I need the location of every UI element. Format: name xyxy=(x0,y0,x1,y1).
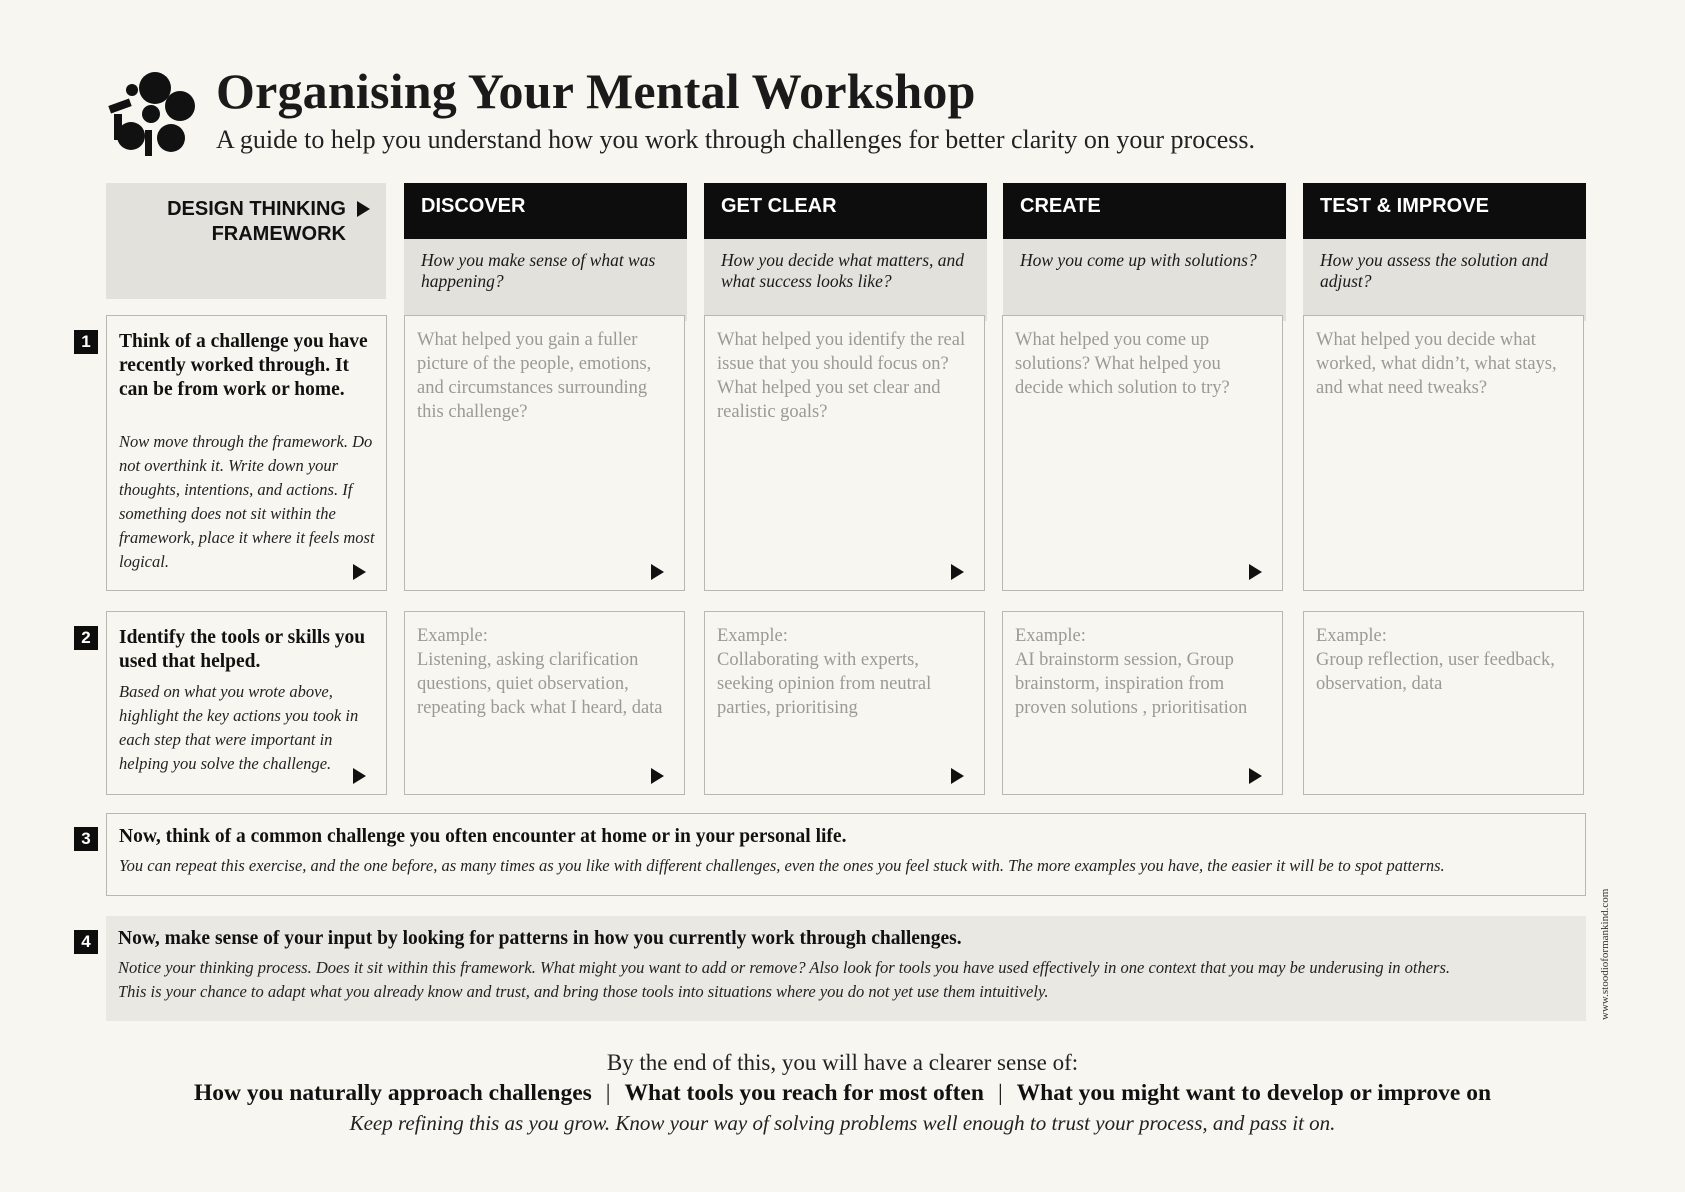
create-example-cell[interactable] xyxy=(1002,611,1283,795)
step-number-badge: 3 xyxy=(74,827,98,851)
step-number-badge: 4 xyxy=(74,930,98,954)
test-improve-answer-cell[interactable] xyxy=(1303,315,1584,591)
prompt-hint: What helped you decide what worked, what didn’t, what stays, and what need tweaks? xyxy=(1316,330,1557,398)
create-answer-cell[interactable] xyxy=(1002,315,1283,591)
stage-column-test-improve xyxy=(1303,183,1586,321)
discover-example-cell[interactable] xyxy=(404,611,685,795)
footer-point: What you might want to develop or improve on xyxy=(1016,1080,1492,1106)
play-arrow-icon xyxy=(353,564,366,580)
play-arrow-icon xyxy=(651,564,664,580)
play-arrow-icon xyxy=(951,768,964,784)
example-label: Example: xyxy=(417,626,488,646)
step-number-badge: 1 xyxy=(74,330,98,354)
example-text xyxy=(417,624,674,720)
stage-column-create xyxy=(1003,183,1286,321)
stage-question: How you decide what matters, and what success looks like? xyxy=(704,239,987,321)
stage-title: CREATE xyxy=(1003,183,1286,239)
example-content: Group reflection, user feedback, observation, data xyxy=(1316,650,1555,694)
stage-title: GET CLEAR xyxy=(704,183,987,239)
example-content: Listening, asking clarification questions, quiet observation, repeating back what I heard, data xyxy=(417,650,663,718)
play-arrow-icon xyxy=(353,768,366,784)
step-number-badge: 2 xyxy=(74,626,98,650)
step-note-line-1: Notice your thinking process. Does it sit within this framework. What might you want to add or remove? Also look for tools you have used effectively in one context that you may be underusing in others. xyxy=(118,958,1451,977)
prompt-hint: What helped you gain a fuller picture of the people, emotions, and circumstances surrounding this challenge? xyxy=(417,330,652,422)
website-credit-text: www.stoodioformankind.com xyxy=(1599,888,1611,1020)
example-label: Example: xyxy=(1316,626,1387,646)
step-3-box xyxy=(106,813,1586,896)
footer-closing: Keep refining this as you grow. Know your way of solving problems well enough to trust your process, and pass it on. xyxy=(349,1111,1336,1135)
footer-intro: By the end of this, you will have a clearer sense of: xyxy=(606,1050,1079,1075)
get-clear-example-cell[interactable] xyxy=(704,611,985,795)
example-text xyxy=(717,624,974,720)
step-note-line-2: This is your chance to adapt what you already know and trust, and bring those tools into situations where you do not yet use them intuitively. xyxy=(118,982,1049,1001)
step-1-instruction-cell xyxy=(106,315,387,591)
prompt-hint: What helped you identify the real issue that you should focus on? What helped you set clear and realistic goals? xyxy=(717,330,966,422)
step-note: You can repeat this exercise, and the one before, as many times as you like with different challenges, even the ones you feel stuck with. The more examples you have, the easier it will be to spot patterns. xyxy=(119,856,1445,875)
framework-label: DESIGN THINKING FRAMEWORK xyxy=(167,198,346,245)
stage-column-get-clear xyxy=(704,183,987,321)
step-note: Now move through the framework. Do not overthink it. Write down your thoughts, intentions, and actions. If something does not sit within the framework, place it where it feels most logical. xyxy=(119,432,375,571)
example-label: Example: xyxy=(717,626,788,646)
step-4-box xyxy=(106,916,1586,1021)
step-note: Based on what you wrote above, highlight the key actions you took in each step that were important in helping you solve the challenge. xyxy=(119,682,359,773)
website-credit xyxy=(1599,870,1619,1020)
step-title: Now, make sense of your input by looking for patterns in how you currently work through challenges. xyxy=(118,928,962,949)
step-title: Now, think of a common challenge you often encounter at home or in your personal life. xyxy=(119,826,847,847)
step-title: Think of a challenge you have recently worked through. It can be from work or home. xyxy=(119,331,368,400)
example-text xyxy=(1015,624,1272,720)
example-content: AI brainstorm session, Group brainstorm, inspiration from proven solutions , prioritisation xyxy=(1015,650,1248,718)
play-arrow-icon xyxy=(357,201,370,217)
stage-question: How you assess the solution and adjust? xyxy=(1303,239,1586,321)
prompt-hint: What helped you come up solutions? What helped you decide which solution to try? xyxy=(1015,330,1230,398)
stage-question: How you come up with solutions? xyxy=(1003,239,1286,321)
example-label: Example: xyxy=(1015,626,1086,646)
play-arrow-icon xyxy=(651,768,664,784)
play-arrow-icon xyxy=(1249,564,1262,580)
page-title: Organising Your Mental Workshop xyxy=(216,63,976,119)
abstract-blob-logo xyxy=(103,68,198,160)
stage-column-discover xyxy=(404,183,687,321)
test-improve-example-cell[interactable] xyxy=(1303,611,1584,795)
play-arrow-icon xyxy=(1249,768,1262,784)
play-arrow-icon xyxy=(951,564,964,580)
footer-point: How you naturally approach challenges xyxy=(193,1080,592,1106)
stage-title: DISCOVER xyxy=(404,183,687,239)
footer-separator: | xyxy=(605,1080,611,1106)
example-content: Collaborating with experts, seeking opinion from neutral parties, prioritising xyxy=(717,650,932,718)
discover-answer-cell[interactable] xyxy=(404,315,685,591)
framework-label-box xyxy=(106,183,386,299)
footer-point: What tools you reach for most often xyxy=(624,1080,984,1106)
step-2-instruction-cell xyxy=(106,611,387,795)
example-text xyxy=(1316,624,1573,696)
stage-question: How you make sense of what was happening? xyxy=(404,239,687,321)
stage-title: TEST & IMPROVE xyxy=(1303,183,1586,239)
page-subtitle: A guide to help you understand how you work through challenges for better clarity on your process. xyxy=(216,125,1256,154)
step-title: Identify the tools or skills you used that helped. xyxy=(119,627,366,672)
footer-separator: | xyxy=(997,1080,1003,1106)
get-clear-answer-cell[interactable] xyxy=(704,315,985,591)
footer-points xyxy=(0,1080,1685,1107)
